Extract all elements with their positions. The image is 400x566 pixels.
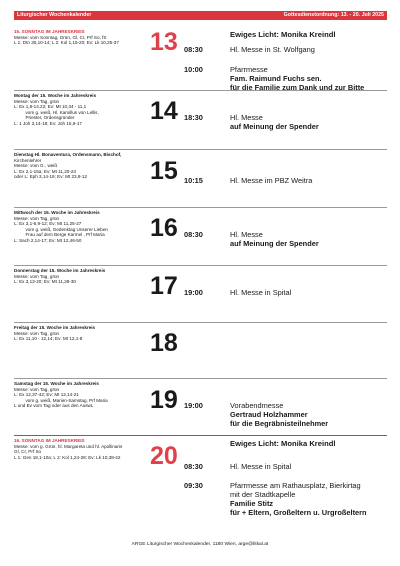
liturgy-line: Messe: vom Tag, grün	[14, 386, 60, 392]
liturgy-line: Priester, Ordensgründer	[14, 115, 75, 121]
liturgy-info	[14, 93, 144, 127]
liturgy-line: Messe: vom Tag, grün	[14, 273, 60, 279]
liturgy-info	[14, 152, 144, 180]
day-number: 17	[150, 272, 178, 300]
liturgy-line: 16. SONNTAG IM JAHRESKREIS	[14, 438, 85, 443]
service-line: Hl. Messe in Spital	[230, 288, 292, 297]
liturgy-line: 15. SONNTAG IM JAHRESKREIS	[14, 29, 85, 34]
service-line: Hl. Messe in Spital	[230, 462, 292, 471]
liturgy-line: Gl, Cr, Prf So	[14, 449, 42, 455]
liturgy-line: oder L: Eph 3,14-19; Ev: Mt 23,8-12	[14, 174, 88, 180]
liturgy-line: Messe: vom Tag, grün	[14, 98, 60, 104]
service-line: für die Begräbnisteilnehmer	[230, 419, 329, 428]
service-text	[230, 401, 386, 428]
liturgy-line: Freitag der 15. Woche im Jahreskreis	[14, 325, 96, 330]
liturgy-info	[14, 210, 144, 244]
service-line: Fam. Raimund Fuchs sen.	[230, 74, 322, 83]
service-text	[230, 113, 386, 131]
liturgy-line: vom g. weiß, Gedenktag Unserer Lieben	[14, 226, 108, 232]
liturgy-line: Montag der 15. Woche im Jahreskreis	[14, 93, 97, 98]
liturgy-line: L: Ex 3,1-6.9-12; Ev: Mt 11,25-27	[14, 221, 82, 227]
service-text	[230, 288, 386, 297]
liturgy-line: L: Ex 1,8-14.22; Ev: Mt 10,34 - 11,1	[14, 104, 87, 110]
liturgy-line: L: Ex 12,37-42; Ev: Mt 12,14-21	[14, 392, 79, 398]
liturgy-line: Messe: vom G., weiß	[14, 163, 58, 169]
liturgy-info	[14, 268, 144, 285]
liturgy-info	[14, 29, 144, 46]
liturgy-line: Mittwoch der 15. Woche im Jahreskreis	[14, 210, 100, 215]
service-line: mit der Stadtkapelle	[230, 490, 296, 499]
day-separator	[14, 265, 387, 266]
service-time: 19:00	[184, 401, 203, 410]
liturgy-line: L: Ex 11,10 - 12,14; Ev: Mt 12,1-8	[14, 336, 83, 342]
service-line: auf Meinung der Spender	[230, 239, 319, 248]
eternal-light-note: Ewiges Licht: Monika Kreindl	[230, 439, 336, 448]
service-text	[230, 176, 386, 185]
liturgy-line: Messe: vom g. Grün, hl. Margareta und hl. Apollinaris	[14, 443, 123, 449]
service-line: für die Familie zum Dank und zur Bitte	[230, 83, 365, 92]
liturgy-info	[14, 325, 144, 342]
liturgy-line: L: Ex 2,1-15a; Ev: Mt 11,20-24	[14, 168, 76, 174]
liturgy-line: L: 1 Joh 3,14-18; Ev: Joh 15,9-17	[14, 120, 82, 126]
service-line: Hl. Messe in St. Wolfgang	[230, 45, 315, 54]
service-text	[230, 462, 386, 471]
service-line: Gertraud Holzhammer	[230, 410, 308, 419]
service-line: Hl. Messe	[230, 230, 263, 239]
service-time: 10:00	[184, 65, 203, 74]
service-time: 08:30	[184, 45, 203, 54]
calendar-header-title: Liturgischer Wochenkalender	[17, 12, 92, 18]
service-time: 19:00	[184, 288, 203, 297]
liturgy-line: Donnerstag der 15. Woche im Jahreskreis	[14, 268, 106, 273]
liturgy-line: Messe: vom Tag, grün	[14, 215, 60, 221]
calendar-header-range: Gottesdienstordnung: 13. - 20. Juli 2025	[283, 12, 384, 18]
liturgy-line: L 1: Gen 18,1-10a; L 2: Kol 1,24-28; Ev: Lk 10,38-42	[14, 454, 121, 460]
liturgy-line: Messe: vom Tag, grün	[14, 330, 60, 336]
service-text	[230, 65, 386, 92]
day-separator	[14, 378, 387, 379]
liturgy-line: Kirchenlehrer	[14, 157, 42, 163]
liturgy-line: L 1: Dtn 30,10-14; L 2: Kol 1,15-20; Ev: Lk 10,25-37	[14, 40, 119, 46]
service-time: 10:15	[184, 176, 203, 185]
day-number: 16	[150, 214, 178, 242]
liturgy-line: Frau auf dem Berge Karmel , Prf Maria	[14, 232, 105, 238]
liturgy-line: vom g. weiß, Hl. Kamillus von Lellis,	[14, 109, 99, 115]
liturgy-line: Messe: vom Sonntag, Grün, Gl, Cr, Prf So, fS	[14, 34, 107, 40]
liturgy-info	[14, 438, 144, 460]
service-line: Pfarrmesse am Rathausplatz, Bierkirtag	[230, 481, 361, 490]
liturgy-line: L: Sach 2,14-17; Ev: Mt 12,46-50	[14, 237, 82, 243]
service-line: Hl. Messe	[230, 113, 263, 122]
liturgy-line: vom g. weiß, Marien-Samstag, Prf Maria	[14, 397, 108, 403]
liturgy-line: L: Ex 3,13-20; Ev: Mt 11,28-30	[14, 279, 76, 285]
service-time: 08:30	[184, 462, 203, 471]
day-number: 19	[150, 386, 178, 414]
service-line: auf Meinung der Spender	[230, 122, 319, 131]
liturgy-info	[14, 381, 144, 409]
liturgy-line: L und Ev vom Tag oder aus den AuswL	[14, 403, 94, 409]
calendar-header	[14, 11, 387, 20]
service-line: für + Eltern, Großeltern u. Urgroßeltern	[230, 508, 367, 517]
liturgy-line: Dienstag Hl. Bonaventura, Ordensmann, Bischof,	[14, 152, 122, 157]
day-number: 13	[150, 28, 178, 56]
service-text	[230, 230, 386, 248]
service-line: Pfarrmesse	[230, 65, 268, 74]
service-line: Familie Stitz	[230, 499, 274, 508]
day-separator	[14, 435, 387, 436]
eternal-light-note: Ewiges Licht: Monika Kreindl	[230, 30, 336, 39]
service-line: Vorabendmesse	[230, 401, 284, 410]
day-number: 18	[150, 329, 178, 357]
day-number: 15	[150, 157, 178, 185]
day-number: 14	[150, 97, 178, 125]
day-separator	[14, 149, 387, 150]
service-text	[230, 481, 386, 517]
day-separator	[14, 207, 387, 208]
service-line: Hl. Messe im PBZ Weitra	[230, 176, 313, 185]
service-time: 09:30	[184, 481, 203, 490]
footer: ARGE Liturgischer Wochenkalender, 1180 Wien, arge@litkal.at	[131, 542, 269, 547]
service-text	[230, 45, 386, 54]
service-time: 18:30	[184, 113, 203, 122]
service-time: 08:30	[184, 230, 203, 239]
day-number: 20	[150, 442, 178, 470]
liturgy-line: Samstag der 15. Woche im Jahreskreis	[14, 381, 99, 386]
day-separator	[14, 322, 387, 323]
